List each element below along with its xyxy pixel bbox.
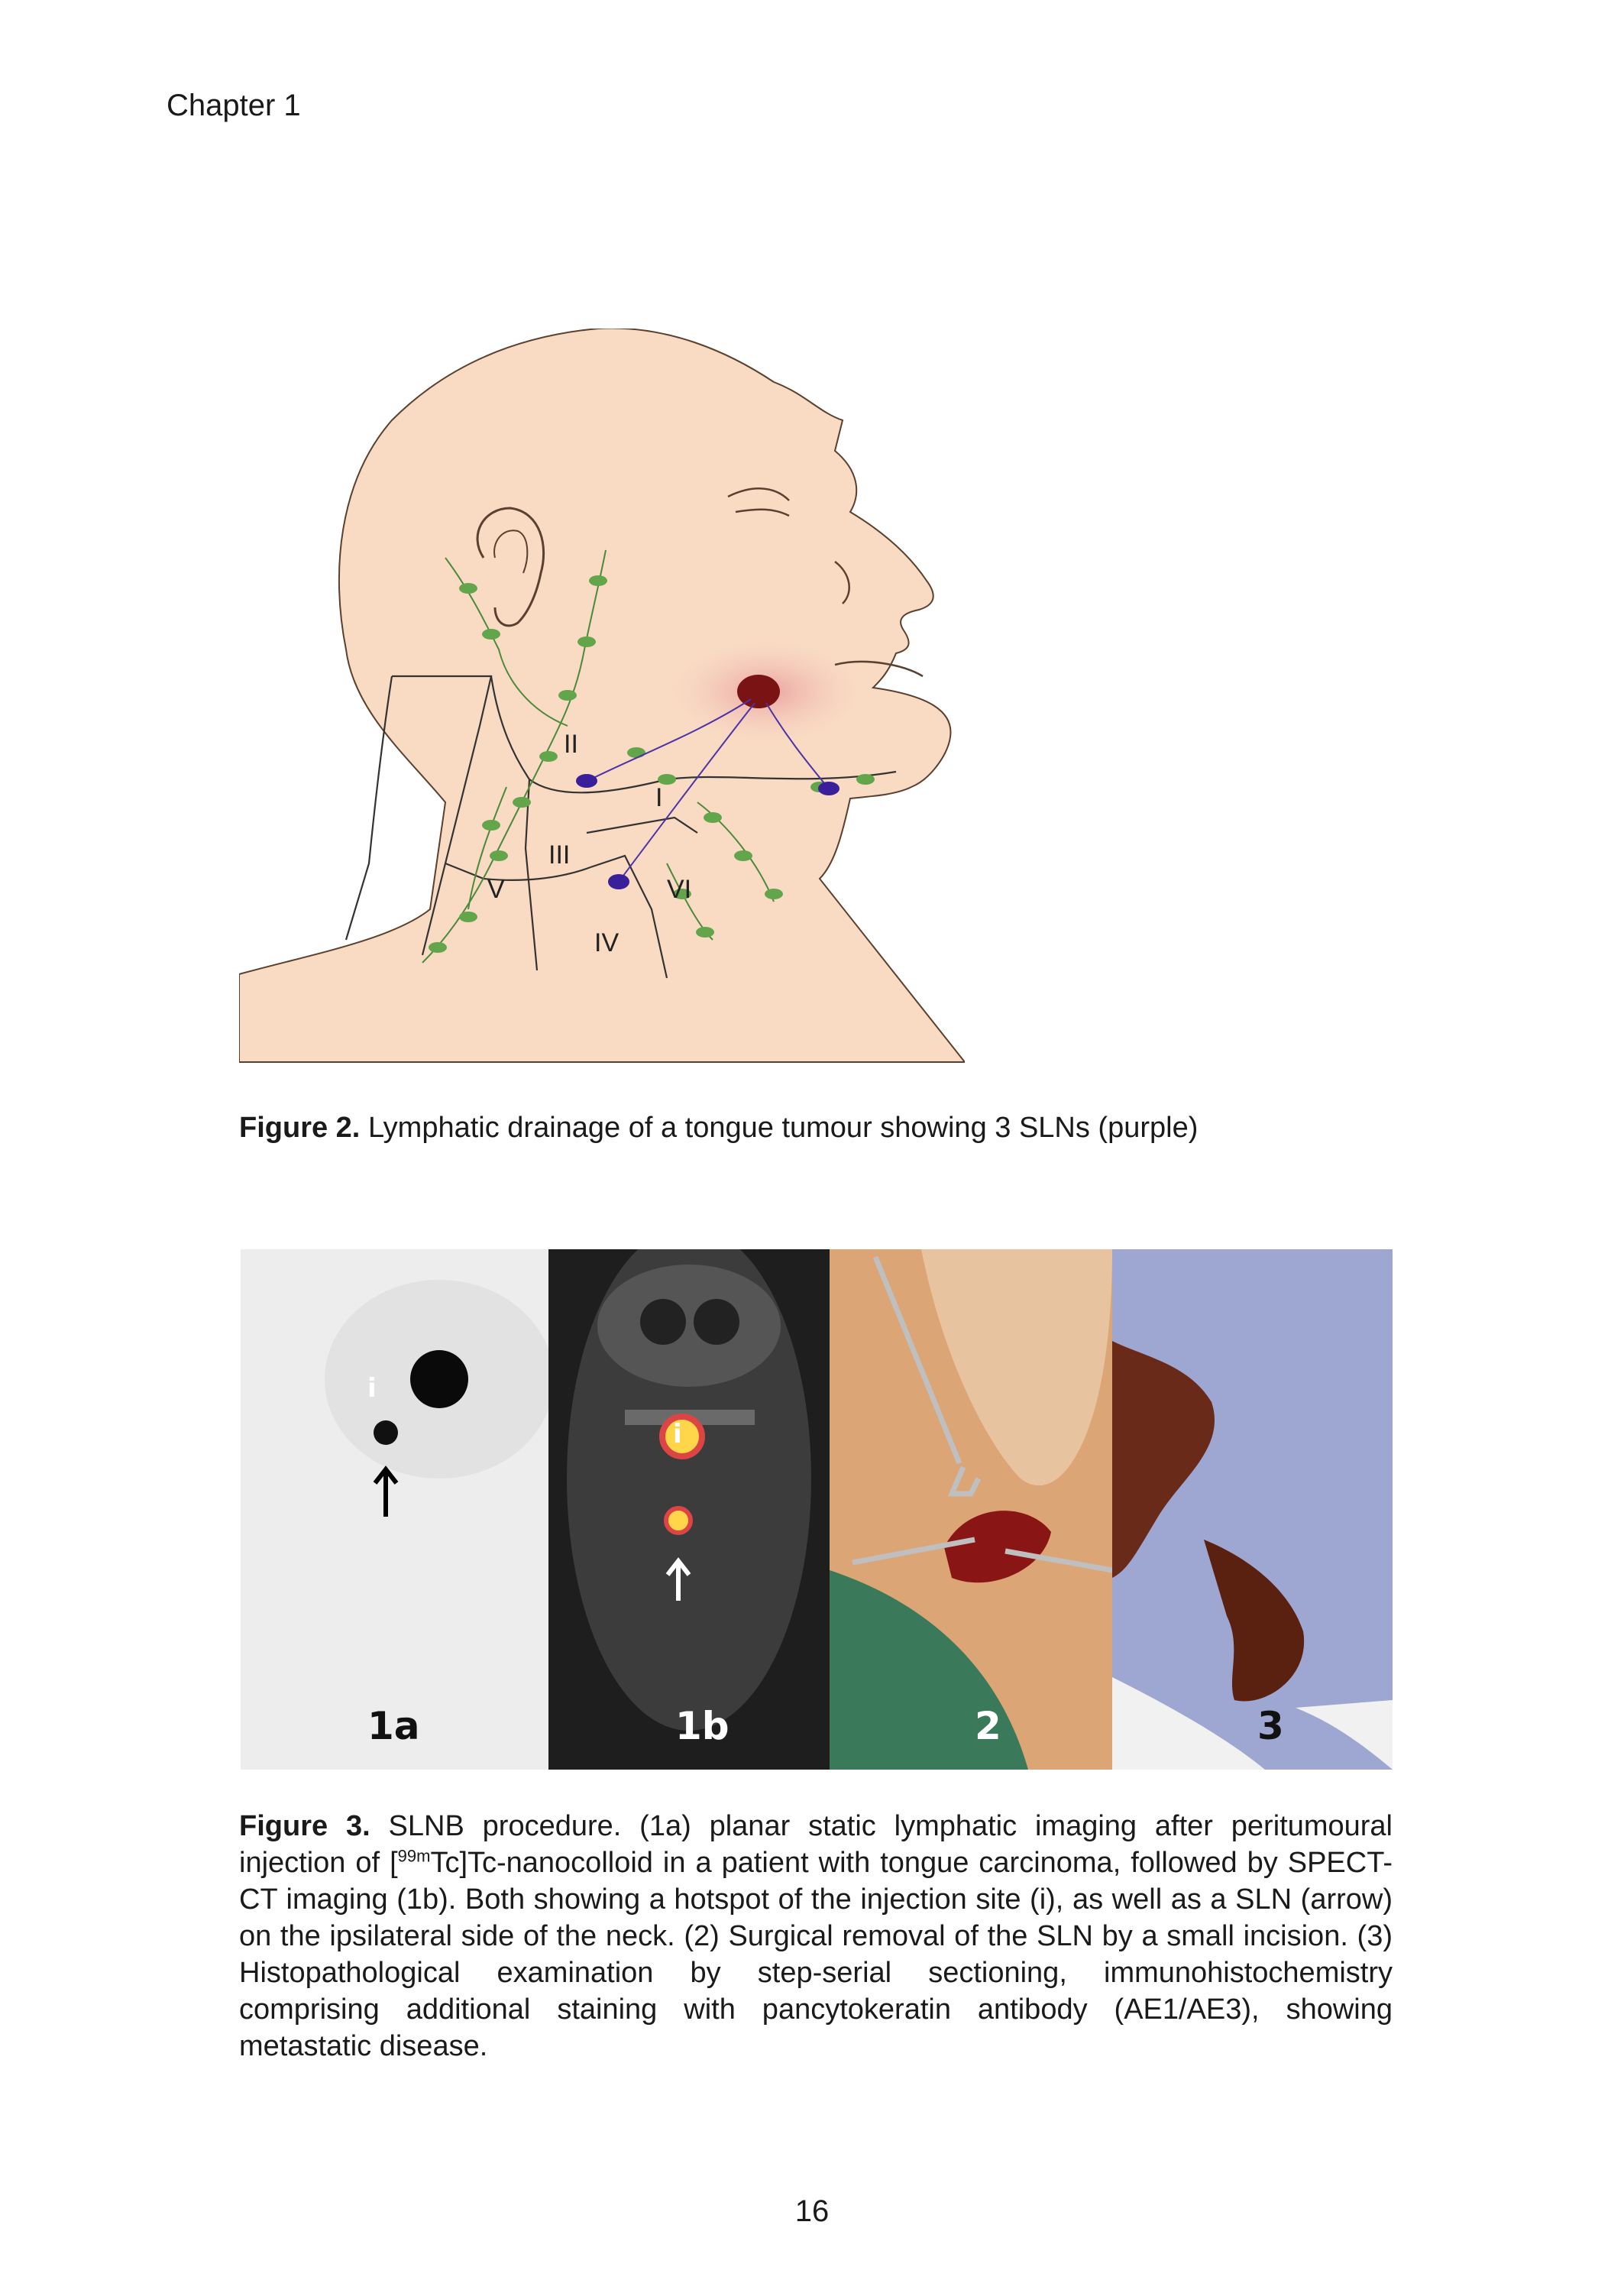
level-label-IV: IV — [594, 928, 620, 957]
panel-1a — [241, 1249, 548, 1770]
level-label-VI: VI — [667, 875, 692, 904]
figure-2-caption-label: Figure 2. — [239, 1112, 361, 1144]
panel-2-label: 2 — [975, 1704, 1001, 1748]
sln-hotspot — [374, 1420, 398, 1445]
figure-3-caption-text-1: SLNB procedure. (1a) planar static lymphatic imaging after peritumoural injection of [ — [239, 1810, 1393, 1879]
spect-injection-hotspot — [662, 1417, 702, 1456]
figure-2-caption-text: Lymphatic drainage of a tongue tumour showing 3 SLNs (purple) — [367, 1112, 1199, 1144]
spect-sln-hotspot — [666, 1508, 691, 1533]
panel-1b-label: 1b — [675, 1704, 730, 1748]
figure-2-illustration — [239, 329, 965, 1070]
figure-2-caption — [239, 1109, 1393, 1146]
level-label-V: V — [487, 875, 505, 904]
isotope-superscript: 99m — [397, 1846, 431, 1866]
panel-3 — [1112, 1249, 1393, 1770]
panel-1b — [548, 1249, 830, 1770]
figure-3-caption-text-2: Tc]Tc-nanocolloid in a patient with tongue carcinoma, followed by SPECT-CT imaging (1b). Both showing a hotspot of the injection site (i), as well as a SLN (arrow) on the ipsilateral side of the neck. (2) Surgical removal of the SLN by a small incision. (3) Histopathological examination by step-serial sectioning, immunohistochemistry comprising additional staining with pancytokeratin antibody (AE1/AE3), showing metastatic disease. — [239, 1847, 1393, 2062]
figure-3-caption-label: Figure 3. — [239, 1810, 370, 1842]
figure-3-caption — [239, 1808, 1393, 2065]
level-label-I: I — [655, 783, 663, 812]
figure-3-panels — [241, 1249, 1393, 1770]
panel-1b-marker: i — [673, 1419, 682, 1449]
panel-1a-label: 1a — [367, 1704, 420, 1748]
panel-2 — [830, 1249, 1112, 1770]
chapter-header: Chapter 1 — [167, 89, 301, 122]
panel-3-label: 3 — [1257, 1704, 1284, 1748]
injection-hotspot — [410, 1350, 468, 1408]
panel-1a-marker: i — [367, 1373, 377, 1404]
page-number: 16 — [794, 2194, 830, 2228]
level-label-III: III — [548, 840, 571, 870]
level-label-II: II — [564, 730, 578, 759]
